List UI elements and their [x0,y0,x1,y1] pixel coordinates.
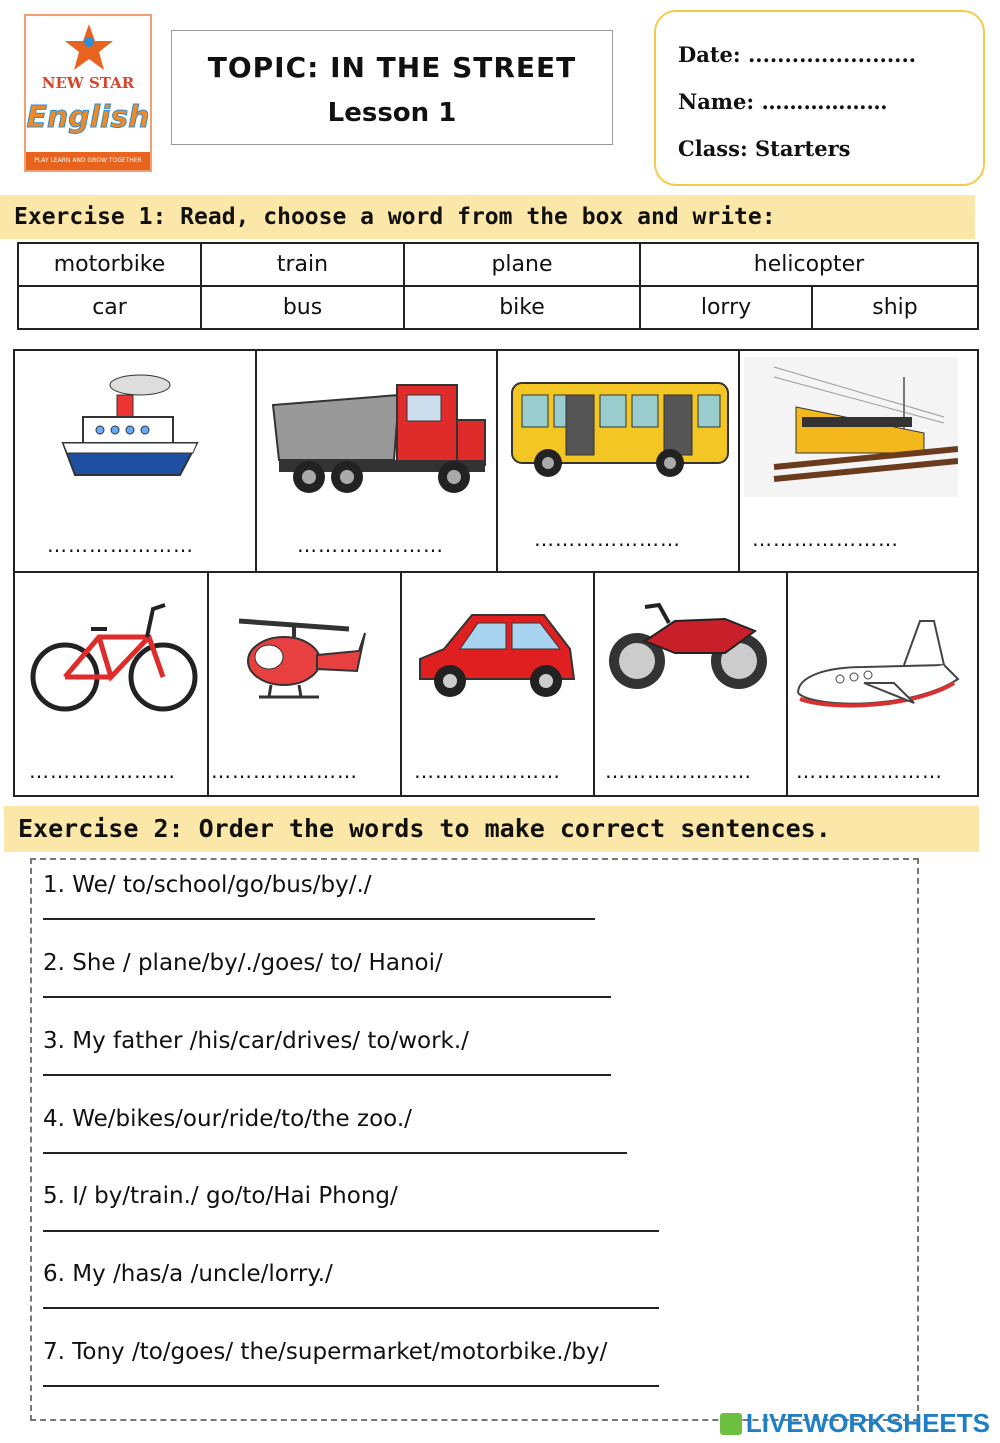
word-cell: helicopter [640,243,978,286]
picture-cell [15,351,257,571]
plane-icon [794,617,964,721]
word-cell: bus [201,286,404,329]
answer-blank[interactable]: ………………… [752,527,899,551]
word-cell: lorry [640,286,812,329]
answer-blank[interactable]: ………………… [796,759,943,783]
sentence-5: 5. I/ by/train./ go/to/Hai Phong/ [43,1183,398,1209]
answer-line[interactable] [43,1385,659,1387]
picture-cell [15,573,209,795]
word-box [17,242,979,330]
answer-line[interactable] [43,996,611,998]
answer-blank[interactable]: ………………… [605,759,752,783]
answer-line[interactable] [43,918,595,920]
name-field[interactable]: Name: ……………… [678,89,888,114]
answer-line[interactable] [43,1307,659,1309]
bike-icon [29,597,199,717]
logo-tagline: PLAY LEARN AND GROW TOGETHER [26,152,150,170]
car-icon [414,609,580,709]
picture-row-2 [13,571,979,797]
word-cell: plane [404,243,640,286]
answer-blank[interactable]: ………………… [534,527,681,551]
lesson-title: Lesson 1 [327,98,457,128]
answer-line[interactable] [43,1074,611,1076]
word-cell: car [18,286,201,329]
train-icon [744,357,958,497]
sentence-7: 7. Tony /to/goes/ the/supermarket/motorbike./by/ [43,1339,608,1365]
answer-blank[interactable]: ………………… [414,759,561,783]
sentence-2: 2. She / plane/by/./goes/ to/ Hanoi/ [43,950,443,976]
picture-cell [257,351,498,571]
sentence-box [30,858,919,1421]
picture-row-1 [13,349,979,573]
star-logo-icon [64,22,114,72]
answer-line[interactable] [43,1230,659,1232]
exercise1-heading: Exercise 1: Read, choose a word from the box and write: [0,195,975,239]
picture-cell [595,573,788,795]
student-info-box [654,10,985,186]
bus-icon [510,379,732,479]
title-box [171,30,613,145]
picture-cell [498,351,740,571]
logo-brand-top: NEW STAR [41,74,135,92]
sentence-6: 6. My /has/a /uncle/lorry./ [43,1261,333,1287]
answer-line[interactable] [43,1152,627,1154]
word-cell: bike [404,286,640,329]
answer-blank[interactable]: ………………… [29,759,176,783]
word-cell: motorbike [18,243,201,286]
motorbike-icon [605,601,771,697]
picture-cell [402,573,595,795]
ship-icon [55,365,205,485]
picture-cell [788,573,977,795]
exercise2-heading: Exercise 2: Order the words to make correct sentences. [4,806,979,852]
date-field[interactable]: Date: ....................... [678,42,917,67]
liveworksheets-logo-icon [720,1413,742,1435]
new-star-english-logo [24,14,152,172]
word-cell: ship [812,286,978,329]
picture-cell [209,573,402,795]
watermark-text: LIVEWORKSHEETS [745,1408,990,1438]
class-field: Class: Starters [678,136,851,161]
answer-blank[interactable]: ………………… [47,533,194,557]
answer-blank[interactable]: ………………… [297,533,444,557]
lorry-icon [269,365,491,500]
sentence-4: 4. We/bikes/our/ride/to/the zoo./ [43,1106,412,1132]
sentence-3: 3. My father /his/car/drives/ to/work./ [43,1028,469,1054]
logo-brand-main: English [26,100,150,135]
sentence-1: 1. We/ to/school/go/bus/by/./ [43,872,372,898]
word-cell: train [201,243,404,286]
picture-cell [740,351,977,571]
topic-title: TOPIC: IN THE STREET [207,51,577,84]
liveworksheets-watermark [720,1408,990,1439]
answer-blank[interactable]: ………………… [211,759,358,783]
helicopter-icon [239,611,369,711]
